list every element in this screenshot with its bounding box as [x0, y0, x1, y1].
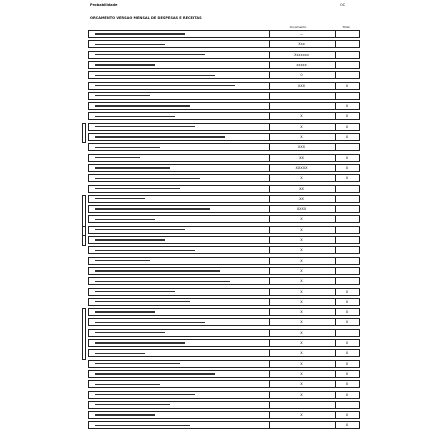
- column-divider: [335, 144, 336, 150]
- row-label: [95, 94, 245, 99]
- table-row: [88, 82, 360, 90]
- column-divider: [335, 216, 336, 222]
- column-divider: [269, 175, 270, 181]
- row-budget-value: X: [300, 392, 303, 397]
- row-budget-value: X: [300, 217, 303, 222]
- row-label: [95, 320, 245, 325]
- row-label: [95, 248, 245, 253]
- row-budget-value: XXX: [297, 145, 306, 150]
- column-divider: [269, 103, 270, 109]
- row-total-value: X: [345, 361, 349, 366]
- column-divider: [269, 392, 270, 398]
- column-divider: [335, 227, 336, 233]
- table-row: [88, 205, 360, 213]
- row-total-value: X: [345, 289, 349, 294]
- table-row: [88, 370, 360, 378]
- column-divider: [335, 41, 336, 47]
- row-total-value: X: [345, 371, 349, 376]
- column-divider: [269, 196, 270, 202]
- group-bracket: [82, 123, 86, 144]
- column-divider: [335, 93, 336, 99]
- column-divider: [269, 41, 270, 47]
- row-budget-value: X: [300, 341, 303, 345]
- row-label: [95, 73, 245, 78]
- row-label: [95, 279, 245, 284]
- row-label: [95, 207, 245, 212]
- column-header-total: Total: [342, 25, 350, 29]
- row-label: [95, 413, 245, 418]
- table-row: [88, 288, 360, 296]
- row-total-value: X: [345, 299, 349, 304]
- row-budget-value: X: [300, 299, 303, 304]
- row-total-value: X: [345, 114, 349, 119]
- row-budget-value: 0: [300, 73, 303, 78]
- table-row: [88, 421, 360, 429]
- table-row: [88, 112, 360, 120]
- column-divider: [269, 83, 270, 89]
- row-label: [95, 217, 245, 222]
- table-row: [88, 154, 360, 162]
- column-divider: [269, 155, 270, 161]
- table-row: [88, 143, 360, 151]
- row-total-value: X: [345, 392, 349, 397]
- row-budget-value: X: [300, 371, 303, 376]
- column-divider: [335, 309, 336, 315]
- table-row: [88, 51, 360, 59]
- row-label: [95, 135, 245, 140]
- column-divider: [269, 330, 270, 336]
- row-budget-value: XXX: [297, 83, 306, 88]
- table-row: [88, 174, 360, 182]
- column-divider: [335, 196, 336, 202]
- column-divider: [269, 309, 270, 315]
- row-label: [95, 63, 245, 68]
- row-budget-value: X: [300, 413, 303, 418]
- column-divider: [335, 412, 336, 418]
- row-budget-value: X: [300, 227, 303, 232]
- row-budget-value: Xxxxxxx: [294, 52, 309, 57]
- column-divider: [335, 31, 336, 37]
- column-divider: [269, 371, 270, 377]
- table-row: [88, 267, 360, 275]
- table-row: [88, 185, 360, 193]
- column-divider: [269, 62, 270, 68]
- row-budget-value: X: [300, 114, 303, 119]
- column-divider: [335, 247, 336, 253]
- table-row: [88, 164, 360, 172]
- column-divider: [335, 134, 336, 140]
- row-label: [95, 362, 245, 367]
- column-divider: [269, 31, 270, 37]
- column-divider: [335, 268, 336, 274]
- column-divider: [335, 289, 336, 295]
- row-total-value: X: [345, 124, 349, 129]
- row-label: [95, 125, 245, 130]
- row-total-value: X: [345, 423, 349, 428]
- row-label: [95, 310, 245, 315]
- row-budget-value: X: [300, 320, 303, 325]
- row-label: [95, 32, 245, 37]
- row-label: [95, 351, 245, 356]
- column-divider: [335, 62, 336, 68]
- group-bracket: [82, 226, 86, 247]
- column-divider: [335, 340, 336, 346]
- row-label: [95, 176, 245, 181]
- row-label: [95, 393, 245, 398]
- column-divider: [335, 381, 336, 387]
- table-row: [88, 401, 360, 409]
- row-budget-value: XX: [299, 155, 304, 160]
- row-budget-value: X: [300, 279, 303, 284]
- table-row: [88, 236, 360, 244]
- row-total-value: X: [345, 382, 349, 387]
- row-budget-value: X: [300, 124, 303, 129]
- row-budget-value: XX: [299, 186, 304, 191]
- table-row: [88, 380, 360, 388]
- table-row: [88, 308, 360, 316]
- row-budget-value: X: [300, 238, 303, 242]
- row-label: [95, 259, 245, 264]
- table-row: [88, 102, 360, 110]
- column-divider: [335, 83, 336, 89]
- row-budget-value: XXXXX: [295, 165, 308, 170]
- row-total-value: X: [345, 320, 349, 325]
- column-divider: [335, 319, 336, 325]
- table-row: [88, 411, 360, 419]
- column-divider: [269, 113, 270, 119]
- column-divider: [335, 113, 336, 119]
- row-budget-value: X: [300, 351, 303, 356]
- column-divider: [335, 165, 336, 171]
- column-divider: [335, 258, 336, 264]
- row-label: [95, 300, 245, 305]
- table-row: [88, 123, 360, 131]
- column-divider: [269, 237, 270, 243]
- column-divider: [335, 124, 336, 130]
- row-label: [95, 166, 245, 171]
- table-row: [88, 318, 360, 326]
- row-budget-value: X: [300, 382, 303, 387]
- row-label: [95, 156, 245, 161]
- table-row: [88, 257, 360, 265]
- row-label: [95, 53, 245, 58]
- column-divider: [269, 52, 270, 58]
- table-row: [88, 339, 360, 347]
- row-label: [95, 341, 245, 346]
- row-label: [95, 269, 245, 274]
- row-total-value: X: [345, 155, 349, 160]
- column-divider: [335, 186, 336, 192]
- column-divider: [269, 216, 270, 222]
- group-bracket: [82, 308, 86, 360]
- column-divider: [335, 278, 336, 284]
- row-budget-value: XX: [299, 196, 304, 201]
- table-row: [88, 71, 360, 79]
- row-total-value: X: [345, 341, 349, 345]
- column-divider: [335, 330, 336, 336]
- row-label: [95, 197, 245, 202]
- row-budget-value: X: [300, 361, 303, 366]
- table-row: [88, 277, 360, 285]
- row-label: [95, 372, 245, 377]
- column-divider: [269, 402, 270, 408]
- table-row: [88, 195, 360, 203]
- column-divider: [269, 319, 270, 325]
- column-divider: [269, 412, 270, 418]
- row-budget-value: xxxxx: [296, 62, 307, 67]
- row-budget-value: X: [300, 268, 303, 273]
- row-label: [95, 187, 245, 192]
- table-row: [88, 349, 360, 357]
- table-row: [88, 215, 360, 223]
- column-divider: [335, 402, 336, 408]
- table-row: [88, 92, 360, 100]
- row-budget-value: X: [300, 258, 303, 263]
- table-row: [88, 329, 360, 337]
- column-divider: [335, 206, 336, 212]
- column-divider: [269, 340, 270, 346]
- column-divider: [335, 371, 336, 377]
- column-divider: [335, 175, 336, 181]
- row-budget-value: X: [300, 289, 303, 294]
- row-budget-value: X: [300, 135, 303, 139]
- column-divider: [335, 155, 336, 161]
- row-label: [95, 382, 245, 387]
- sheet-title: ORCAMENTO VERSAO MENSAL DE DESPESAS E RECEITAS: [90, 16, 202, 20]
- table-row: [88, 298, 360, 306]
- budget-table: [88, 24, 360, 444]
- table-row: [88, 61, 360, 69]
- table-row: [88, 40, 360, 48]
- column-divider: [335, 422, 336, 428]
- column-divider: [269, 422, 270, 428]
- column-divider: [335, 72, 336, 78]
- row-total-value: X: [345, 176, 349, 181]
- column-divider: [335, 392, 336, 398]
- row-total-value: X: [345, 135, 349, 139]
- row-label: [95, 42, 245, 47]
- row-label: [95, 84, 245, 89]
- column-header-budget: Orçamento: [289, 25, 307, 29]
- column-divider: [335, 103, 336, 109]
- table-row: [88, 391, 360, 399]
- row-label: [95, 104, 245, 109]
- row-total-value: X: [345, 83, 349, 88]
- row-budget-value: Xxx: [298, 42, 305, 47]
- column-divider: [269, 361, 270, 367]
- column-divider: [269, 299, 270, 305]
- column-divider: [335, 361, 336, 367]
- column-divider: [269, 206, 270, 212]
- row-label: [95, 403, 245, 408]
- row-label: [95, 423, 245, 428]
- column-divider: [269, 350, 270, 356]
- row-total-value: X: [345, 104, 349, 109]
- row-budget-value: X: [300, 310, 303, 315]
- row-label: [95, 331, 245, 336]
- row-budget-value: X: [300, 330, 303, 335]
- row-total-value: X: [345, 165, 349, 170]
- row-budget-value: XXXX: [296, 207, 307, 212]
- column-divider: [269, 247, 270, 253]
- column-divider: [269, 268, 270, 274]
- column-divider: [335, 52, 336, 58]
- column-divider: [269, 278, 270, 284]
- row-label: [95, 145, 245, 150]
- column-divider: [269, 289, 270, 295]
- row-budget-value: —: [299, 32, 304, 36]
- table-row: [88, 226, 360, 234]
- column-divider: [335, 350, 336, 356]
- row-total-value: X: [345, 351, 349, 356]
- table-row: [88, 30, 360, 38]
- row-total-value: X: [345, 310, 349, 315]
- row-budget-value: X: [300, 248, 303, 253]
- column-divider: [335, 299, 336, 305]
- document-header-left: Probabilidade: [90, 3, 118, 7]
- column-divider: [269, 165, 270, 171]
- table-row: [88, 360, 360, 368]
- column-divider: [269, 124, 270, 130]
- row-label: [95, 114, 245, 119]
- row-label: [95, 238, 245, 243]
- table-row: [88, 246, 360, 254]
- row-label: [95, 228, 245, 233]
- row-total-value: X: [345, 413, 349, 418]
- row-budget-value: X: [300, 176, 303, 181]
- table-row: [88, 133, 360, 141]
- row-label: [95, 290, 245, 295]
- column-divider: [269, 72, 270, 78]
- column-divider: [335, 237, 336, 243]
- column-divider: [269, 144, 270, 150]
- column-divider: [269, 186, 270, 192]
- column-divider: [269, 258, 270, 264]
- document-header-right: OC: [340, 3, 346, 7]
- column-divider: [269, 381, 270, 387]
- column-divider: [269, 134, 270, 140]
- column-divider: [269, 227, 270, 233]
- column-divider: [269, 93, 270, 99]
